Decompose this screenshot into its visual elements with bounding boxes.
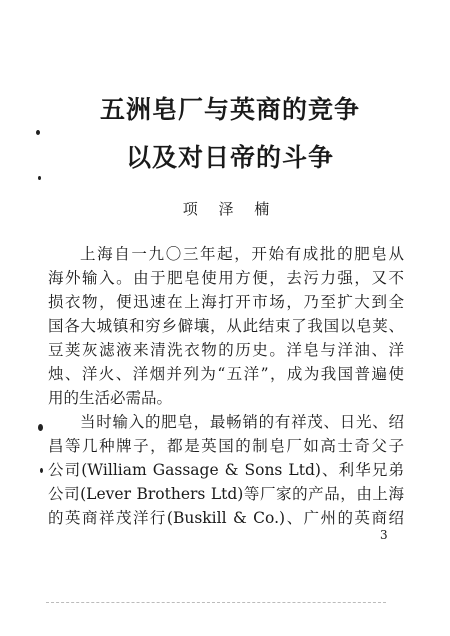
paragraph-1-line-6: 烛、洋火、洋烟并列为“五洋”，成为我国普遍使 [48, 365, 404, 383]
paragraph-1-line-4: 国各大城镇和穷乡僻壤，从此结束了我国以皂荚、 [48, 317, 404, 335]
paragraph-2-line-2: 昌等几种牌子，都是英国的制皂厂如高士奇父子 [48, 437, 404, 455]
paragraph-1-line-3: 损衣物，便迅速在上海打开市场，乃至扩大到全 [48, 293, 404, 311]
page-title-line-1: 五洲皂厂与英商的竞争 [99, 95, 360, 124]
page-number: 3 [380, 528, 388, 542]
paragraph-1-line-5: 豆荚灰滤液来清洗衣物的历史。洋皂与洋油、洋 [48, 341, 404, 359]
paragraph-2-line-5: 的英商祥茂洋行(Buskill & Co.)、广州的英商绍 [48, 509, 404, 527]
scan-speck [38, 176, 41, 180]
author-name: 项 泽 楠 [182, 200, 278, 218]
scan-speck [38, 424, 43, 431]
paragraph-2-line-3: 公司(William Gassage & Sons Ltd)、利华兄弟 [48, 461, 404, 479]
paragraph-2-line-1: 当时输入的肥皂，最畅销的有祥茂、日光、绍 [80, 413, 404, 431]
paragraph-1-line-2: 海外输入。由于肥皂使用方便，去污力强，又不 [48, 269, 404, 287]
paragraph-1-line-7: 用的生活必需品。 [48, 389, 173, 407]
scan-speck [36, 130, 40, 135]
paragraph-2-line-4: 公司(Lever Brothers Ltd)等厂家的产品，由上海 [48, 485, 404, 503]
page-title-line-2: 以及对日帝的斗争 [125, 143, 334, 172]
paragraph-1-line-1: 上海自一九〇三年起，开始有成批的肥皂从 [80, 245, 404, 263]
scan-edge-line [46, 602, 386, 604]
scan-speck [40, 468, 43, 473]
